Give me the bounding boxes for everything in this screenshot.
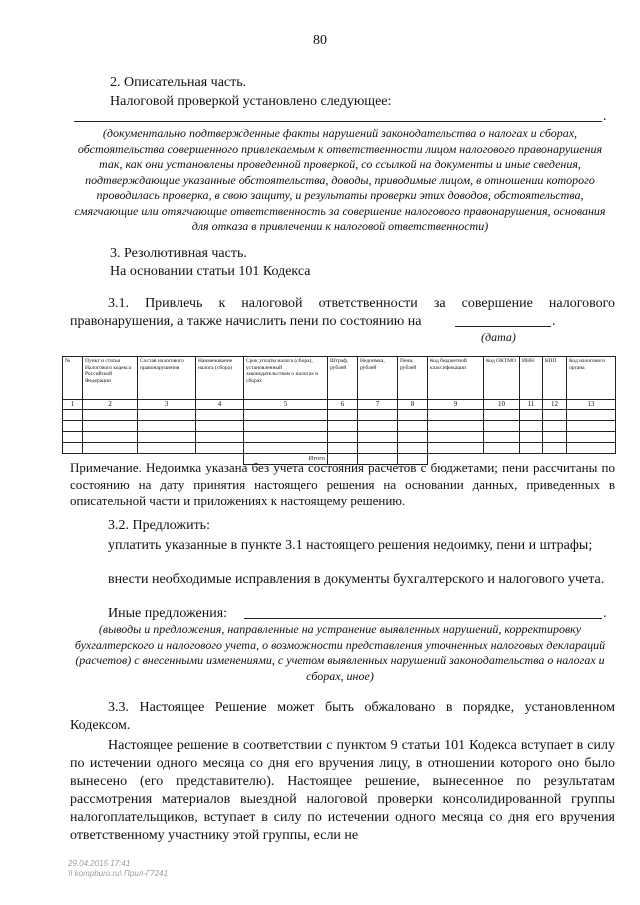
section-3-3-effect-text: Настоящее решение в соответствии с пунктом 9 статьи 101 Кодекса вступает в силу по истечении одного месяца со дня его вручения лицу, в отношении которого оно было вынесено (его представителю). Настоящее решение, вынесенное по результатам рассмотрения материалов выездной налоговой проверки консолидированной группы налогоплательщиков, вступает в силу по истечении одного месяца со дня его вручения ответственному участнику этой группы, если не [70,738,615,843]
col-header: КПП [543,357,567,400]
section-3-1-body: 3.1. Привлечь к налоговой ответственности за совершение налогового правонарушения, а также начислить пени по состоянию на [70,296,615,329]
col-number: 1 [63,400,83,410]
section-3-2-item-2-text: внести необходимые исправления в документы бухгалтерского и налогового учета. [108,572,605,587]
col-number: 6 [328,400,358,410]
resolution-basis: На основании статьи 101 Кодекса [110,264,311,279]
footer-path: \\ kompburo.ru\ Прил-Г7241 [68,869,169,878]
col-number: 11 [520,400,543,410]
col-header: Код налогового органа [567,357,616,400]
descriptive-note: (документально подтвержденные факты нарушений законодательства о налогах и сборах, обстоятельства совершенного привлекаемым к ответственности лицом налогового правонарушения так, как они установлены проведенной проверкой, со ссылкой на документы и иные сведения, подтверждающие указанные обстоятельства, доводы, приводимые лицом, в отношении которого проводилась проверка, в свою защиту, и результаты проверки этих доводов, обстоятельства, смягчающие или отягчающие ответственность за совершение налогового правонарушения, основания для отказа в привлечении к налоговой ответственности) [74,126,606,233]
table-note: Примечание. Недоимка указана без учета состояния расчетов с бюджетами; пени рассчитаны по состоянию на дату принятия настоящего решения на основании данных, приведенных в описательной части и приложениях к настоящему решению. [70,460,615,508]
resolution-heading: 3. Резолютивная часть. [110,246,247,261]
col-header: Код бюджетной классификации [428,357,484,400]
descriptive-heading: 2. Описательная часть. [110,75,247,90]
col-header: Состав налогового правонарушения [138,357,196,400]
col-number: 7 [358,400,398,410]
col-header: Штраф, рублей [328,357,358,400]
other-proposals-fill-line [244,618,602,619]
date-fill-line [455,326,551,327]
col-header: Наименование налога (сбора) [196,357,244,400]
other-proposals-dot: . [603,606,607,621]
section-3-2-item-1-text: уплатить указанные в пункте 3.1 настоящего решения недоимку, пени и штрафы; [108,538,593,553]
col-header: ИНН [520,357,543,400]
col-header: Код ОКТМО [484,357,520,400]
col-number: 9 [428,400,484,410]
col-number: 4 [196,400,244,410]
table-row [63,421,616,432]
total-label: Итого [244,454,328,465]
col-header: Пени, рублей [398,357,428,400]
table-row [63,443,616,454]
col-number: 13 [567,400,616,410]
col-number: 12 [543,400,567,410]
section-3-2-heading: 3.2. Предложить: [108,518,210,533]
descriptive-lead: Налоговой проверкой установлено следующее: [110,94,392,109]
col-header: Пункт и статья Налогового кодекса Российской Федерации [83,357,138,400]
col-header: № [63,357,83,400]
table-number-row [63,400,616,410]
other-proposals-label: Иные предложения: [108,606,228,621]
descriptive-fill-dot: . [603,109,607,124]
col-number: 3 [138,400,196,410]
section-3-3-appeal [70,699,615,735]
col-number: 5 [244,400,328,410]
table-row [63,432,616,443]
col-number: 8 [398,400,428,410]
descriptive-fill-line [74,121,602,122]
table-row [63,410,616,421]
page-number: 80 [313,33,327,48]
col-header: Недоимка, рублей [358,357,398,400]
col-header: Срок уплаты налога (сбора), установленный законодательством о налогах и сборах [244,357,328,400]
date-fill-dot: . [552,314,556,329]
section-3-3-appeal-text: 3.3. Настоящее Решение может быть обжаловано в порядке, установленном Кодексом. [70,700,615,733]
section-3-2-item-2 [70,571,615,589]
penalty-table [62,356,616,465]
section-3-3-effect [70,737,615,845]
col-number: 2 [83,400,138,410]
footer-timestamp: 29.04.2015 17:41 [68,859,131,868]
date-label: (дата) [481,330,516,344]
other-proposals-note: (выводы и предложения, направленные на устранение выявленных нарушений, корректировку бухгалтерского и налогового учета, о возможности представления уточненных налоговых деклараций (расчетов) с внесенными изменениями, с учетом выявленных нарушений законодательства о налогах и сборах, иное) [74,622,606,683]
col-number: 10 [484,400,520,410]
section-3-2-item-1 [70,537,615,555]
table-header-row [63,357,616,400]
